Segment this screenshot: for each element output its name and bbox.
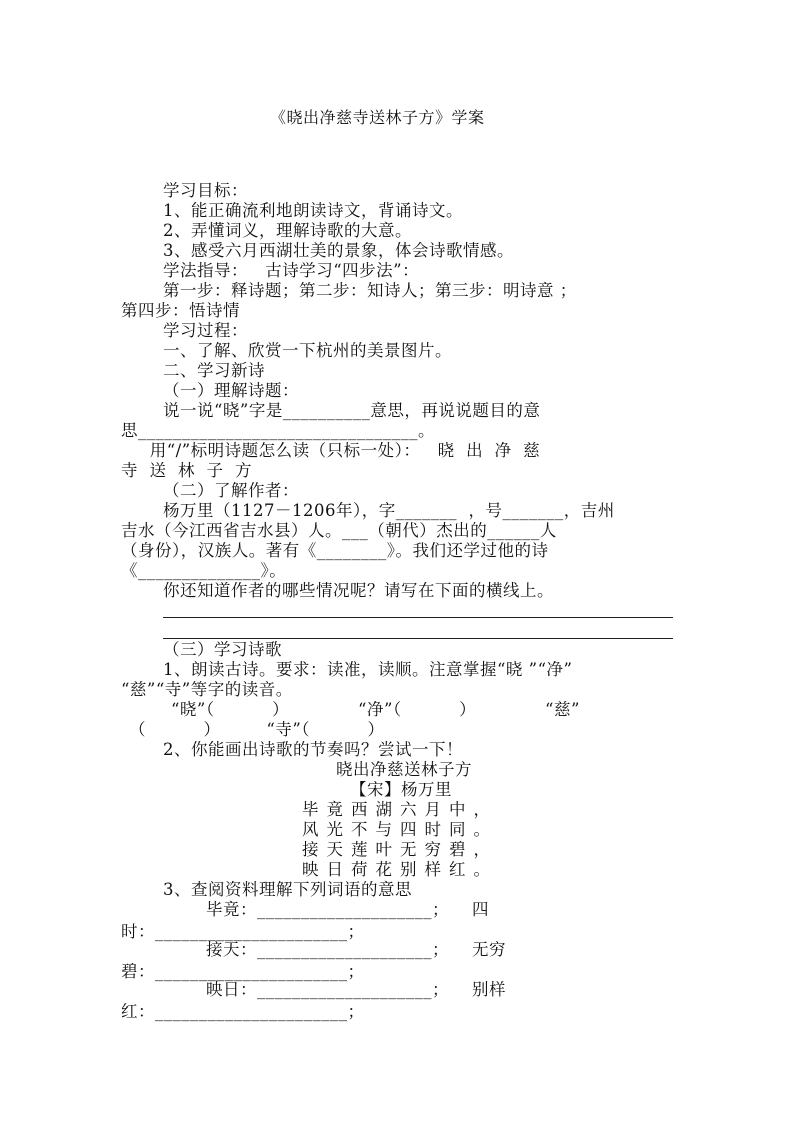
vocab-line: 映日：____________________； 别样	[206, 980, 506, 999]
answer-line	[163, 638, 673, 639]
doc-line: 2、弄懂词义，理解诗歌的大意。	[163, 221, 412, 240]
doc-line: 3、查阅资料理解下列词语的意思	[163, 880, 412, 899]
doc-line: 用“/”标明诗题怎么读（只标一处）： 晓 出 净 慈	[121, 441, 541, 460]
doc-line: 你还知道作者的哪些情况呢？请写在下面的横线上。	[163, 581, 554, 600]
vocab-line: 接天：____________________； 无穷	[206, 940, 506, 959]
doc-line: 杨万里（1127－1206年），字_______ ，号_______，吉州	[163, 501, 615, 520]
poem-line: 风光不与四时同。	[302, 820, 498, 839]
doc-line: 第四步：悟诗情	[121, 301, 240, 320]
doc-line: （三）学习诗歌	[163, 640, 282, 659]
doc-line: （ ） “寺”（ ）	[129, 720, 385, 739]
doc-line: （一）理解诗题：	[163, 381, 299, 400]
doc-line: 思________________________________。	[121, 421, 435, 440]
doc-line: “晓”（ ） “净”（ ） “慈”	[171, 700, 580, 719]
doc-line: 寺 送 林 子 方	[121, 461, 252, 480]
doc-line: 1、朗读古诗。要求：读准，读顺。注意掌握“晓 ”“净”	[163, 660, 573, 679]
doc-line: 3、感受六月西湖壮美的景象，体会诗歌情感。	[163, 241, 514, 260]
doc-title: 《晓出净慈寺送林子方》学案	[270, 108, 485, 127]
doc-line: “慈”“寺”等字的读音。	[121, 680, 293, 699]
doc-line: 一、了解、欣赏一下杭州的美景图片。	[163, 341, 452, 360]
vocab-line: 时：______________________；	[121, 922, 365, 941]
doc-line: 学习目标：	[163, 181, 248, 200]
doc-line: 2、你能画出诗歌的节奏吗？尝试一下！	[163, 740, 463, 759]
doc-line: 《______________》。	[121, 561, 287, 580]
doc-line: 学习过程：	[163, 321, 248, 340]
vocab-line: 碧：______________________；	[121, 962, 365, 981]
poem-line: 接天莲叶无穷碧，	[302, 840, 498, 859]
answer-line	[163, 617, 673, 618]
doc-line: 1、能正确流利地朗读诗文，背诵诗文。	[163, 201, 463, 220]
vocab-line: 红：______________________；	[121, 1002, 365, 1021]
doc-line: 说一说“晓”字是__________意思，再说说题目的意	[163, 401, 541, 420]
doc-line: （二）了解作者：	[163, 481, 299, 500]
vocab-line: 毕竟：____________________； 四	[206, 900, 489, 919]
doc-line: （身份），汉族人。著有《________》。我们还学过他的诗	[121, 541, 549, 560]
poem-line: 毕竟西湖六月中，	[302, 800, 498, 819]
doc-line: 学法指导： 古诗学习“四步法”：	[163, 261, 420, 280]
poem-title: 晓出净慈送林子方	[336, 760, 472, 779]
doc-line: 第一步：释诗题；第二步：知诗人；第三步：明诗意 ；	[163, 281, 577, 300]
poem-author: 【宋】杨万里	[350, 780, 452, 799]
doc-line: 二、学习新诗	[163, 361, 265, 380]
poem-line: 映日荷花别样红。	[302, 860, 498, 879]
doc-line: 吉水（今江西省吉水县）人。___（朝代）杰出的______人	[121, 521, 557, 540]
